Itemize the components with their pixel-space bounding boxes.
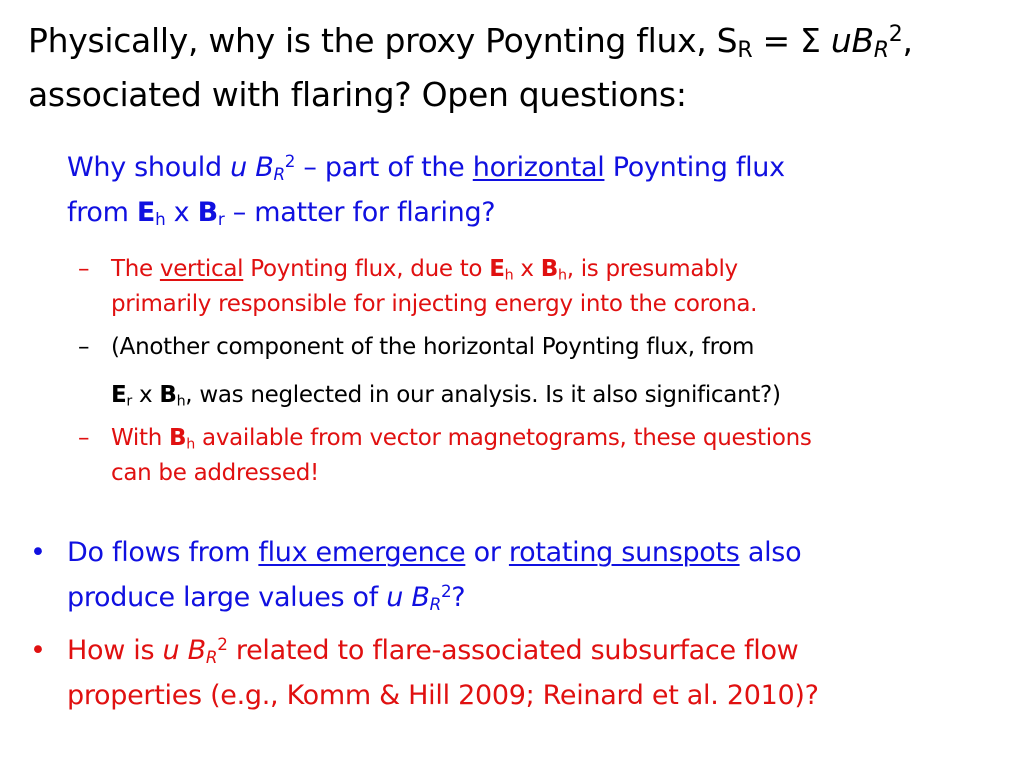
intro-text: x	[165, 197, 198, 228]
sub-item-line: (Another component of the horizontal Poynting flux, from	[111, 334, 755, 360]
intro-var-b: B	[197, 197, 218, 228]
intro-text: Poynting flux	[604, 152, 785, 183]
title-var-b: B	[851, 21, 874, 60]
intro-superscript: 2	[284, 150, 296, 171]
title-text: = Σ	[752, 21, 831, 60]
title-superscript: 2	[888, 22, 903, 47]
bullet-text: Do flows from	[67, 537, 259, 568]
bullet-subsurface-flow	[30, 628, 1010, 718]
intro-subscript: R	[273, 164, 285, 185]
intro-text: Why should	[67, 152, 231, 183]
title-line-2: associated with flaring? Open questions:	[28, 75, 687, 114]
intro-var-b: B	[255, 152, 274, 183]
underlined-vertical: vertical	[159, 256, 244, 282]
subscript: R	[429, 594, 441, 615]
title-subscript: R	[873, 38, 889, 63]
var-b: B	[187, 635, 206, 666]
subscript: h	[176, 393, 186, 410]
sub-item-line	[111, 421, 1008, 456]
var-e: E	[111, 382, 127, 408]
intro-text: from	[67, 197, 137, 228]
intro-line-1	[67, 145, 997, 190]
sub-item-line: primarily responsible for injecting energy into the corona.	[111, 291, 758, 317]
sub-item-text: x	[131, 382, 160, 408]
var-u: u	[162, 635, 180, 666]
var-e: E	[489, 256, 505, 282]
sub-item-another-component	[78, 330, 1008, 413]
sub-item-line	[111, 378, 1008, 413]
bullet-line	[67, 575, 1010, 620]
sub-item-line	[111, 252, 1008, 287]
dash-bullet: –	[78, 425, 90, 451]
main-bullet-list	[30, 530, 1010, 726]
intro-text: – part of the	[295, 152, 473, 183]
title-subscript: R	[737, 38, 753, 63]
subscript: h	[557, 267, 567, 284]
title-line-1	[28, 14, 1018, 68]
space	[179, 635, 187, 666]
var-b: B	[159, 382, 177, 408]
subscript: h	[504, 267, 514, 284]
sub-item-text: With	[111, 425, 170, 451]
bullet-dot: •	[30, 537, 46, 568]
intro-line-2	[67, 190, 997, 235]
sub-item-text: , was neglected in our analysis. Is it also significant?)	[185, 382, 781, 408]
title-text: ,	[902, 21, 913, 60]
intro-question	[67, 145, 997, 235]
intro-var-e: E	[136, 197, 156, 228]
intro-subscript: h	[155, 209, 166, 230]
bullet-text: related to flare-associated subsurface flow	[227, 635, 799, 666]
title-var-u: u	[830, 21, 852, 60]
bullet-text: or	[465, 537, 509, 568]
sub-item-text: available from vector magnetograms, these questions	[195, 425, 812, 451]
sub-item-line: can be addressed!	[111, 460, 319, 486]
sub-item-text: x	[513, 256, 541, 282]
sub-item-text: , is presumably	[566, 256, 738, 282]
sub-bullet-list	[78, 252, 1008, 499]
sub-item-vertical-flux	[78, 252, 1008, 322]
underlined-rotating-sunspots: rotating sunspots	[508, 537, 740, 568]
bullet-text: How is	[67, 635, 163, 666]
intro-var-u: u	[230, 152, 247, 183]
bullet-line: properties (e.g., Komm & Hill 2009; Reinard et al. 2010)?	[67, 680, 819, 711]
subscript: R	[205, 647, 218, 668]
bullet-text: produce large values of	[67, 582, 387, 613]
var-b: B	[169, 425, 187, 451]
subscript: r	[126, 393, 132, 410]
superscript: 2	[440, 580, 452, 601]
superscript: 2	[217, 633, 228, 654]
var-b: B	[411, 582, 430, 613]
dash-bullet: –	[78, 256, 90, 282]
slide-title	[28, 14, 1018, 122]
bullet-flux-emergence	[30, 530, 1010, 620]
bullet-text: also	[739, 537, 802, 568]
intro-underlined-horizontal: horizontal	[472, 152, 605, 183]
sub-item-text: The	[111, 256, 160, 282]
sub-item-text: Poynting flux, due to	[243, 256, 490, 282]
var-u: u	[386, 582, 404, 613]
underlined-flux-emergence: flux emergence	[258, 537, 466, 568]
sub-item-vector-magnetograms	[78, 421, 1008, 491]
intro-text: – matter for flaring?	[224, 197, 496, 228]
bullet-text: ?	[451, 582, 466, 613]
space	[247, 152, 255, 183]
title-text: Physically, why is the proxy Poynting flux, S	[28, 21, 738, 60]
intro-subscript: r	[217, 209, 225, 230]
subscript: h	[186, 436, 196, 453]
dash-bullet: –	[78, 334, 90, 360]
bullet-line	[67, 530, 1010, 575]
bullet-line	[67, 628, 1010, 673]
bullet-dot: •	[30, 635, 46, 666]
var-b: B	[540, 256, 558, 282]
